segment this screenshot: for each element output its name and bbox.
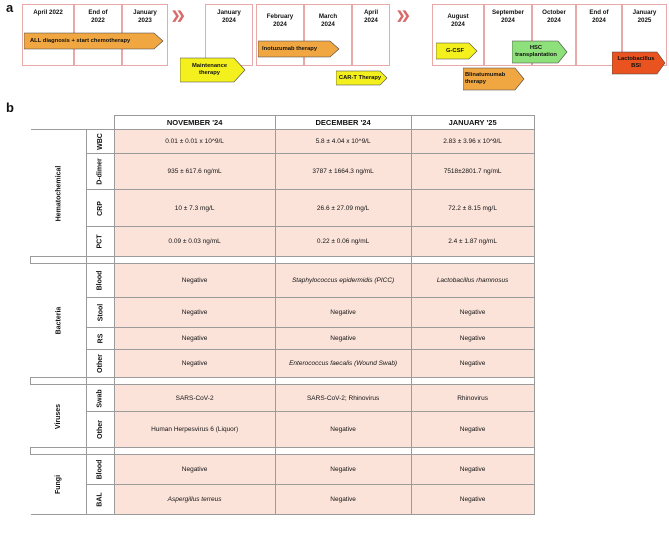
table-cell: 2.4 ± 1.87 ng/mL	[411, 227, 534, 257]
timeline-column: April 2022	[22, 4, 74, 66]
table-cell: Negative	[275, 455, 411, 485]
row-label: Other	[87, 350, 114, 378]
timeline-column: April 2024	[352, 4, 390, 66]
table-row	[31, 130, 535, 154]
gcsf-label: G-CSF	[445, 48, 465, 54]
table-cell: SARS-CoV-2; Rhinovirus	[275, 385, 411, 412]
table-cell: 0.09 ± 0.03 ng/mL	[114, 227, 275, 257]
table-cell: Negative	[114, 455, 275, 485]
table-cell: 935 ± 617.6 ng/mL	[114, 154, 275, 190]
panel-b-label: b	[6, 100, 14, 115]
timeline-column: January 2024	[205, 4, 253, 66]
table-cell: Negative	[411, 455, 534, 485]
table-row	[31, 154, 535, 190]
table-row	[31, 412, 535, 448]
maintenance-label: Maintenance therapy	[191, 63, 228, 76]
table-cell: SARS-CoV-2	[114, 385, 275, 412]
hsc-label: HSC transplantation	[515, 45, 557, 58]
table-cell: Negative	[114, 298, 275, 328]
row-label: Stool	[87, 298, 114, 328]
blinatumumab-label: Blinatumumab therapy	[465, 72, 506, 85]
timeline-column: October 2024	[532, 4, 576, 66]
table-cell: 72.2 ± 8.15 mg/L	[411, 190, 534, 227]
spacer-row	[31, 378, 535, 385]
column-header-december: DECEMBER '24	[275, 116, 411, 130]
row-label: CRP	[87, 190, 114, 227]
table-row	[31, 190, 535, 227]
timeline-column: August 2024	[432, 4, 484, 66]
table-cell: 7518±2801.7 ng/mL	[411, 154, 534, 190]
spacer-row	[31, 448, 535, 455]
table-row	[31, 298, 535, 328]
row-label: WBC	[87, 130, 114, 154]
table-cell: Lactobacillus rhamnosus	[411, 264, 534, 298]
panel-a-label: a	[6, 0, 14, 15]
table-cell: Negative	[275, 412, 411, 448]
table-cell: Negative	[411, 412, 534, 448]
column-header-january: JANUARY '25	[411, 116, 534, 130]
chevron-right-icon: ❯❯	[396, 10, 407, 22]
row-label: Other	[87, 412, 114, 448]
table-cell: 10 ± 7.3 mg/L	[114, 190, 275, 227]
timeline-column: January 2023	[122, 4, 168, 66]
table-cell: Enterococcus faecalis (Wound Swab)	[275, 350, 411, 378]
group-fungi: Fungi	[31, 455, 87, 515]
table-cell: Negative	[114, 350, 275, 378]
table-row	[31, 350, 535, 378]
table-row	[31, 264, 535, 298]
group-viruses: Viruses	[31, 385, 87, 448]
table-row	[31, 328, 535, 350]
table-cell: Negative	[114, 328, 275, 350]
row-label: D-dimer	[87, 154, 114, 190]
table-cell: Rhinovirus	[411, 385, 534, 412]
table-cell: Negative	[275, 298, 411, 328]
timeline-column: End of 2022	[74, 4, 122, 66]
timeline-column: March 2024	[304, 4, 352, 66]
car-t-label: CAR-T Therapy	[338, 75, 382, 81]
table-cell: 0.22 ± 0.06 ng/mL	[275, 227, 411, 257]
table-cell: Negative	[114, 264, 275, 298]
timeline-column: End of 2024	[576, 4, 622, 66]
table-cell: Negative	[411, 350, 534, 378]
timeline-column: February 2024	[256, 4, 304, 66]
table-row	[31, 485, 535, 515]
table-cell: Human Herpesvirus 6 (Liquor)	[114, 412, 275, 448]
row-label: RS	[87, 328, 114, 350]
spacer-row	[31, 257, 535, 264]
row-label: BAL	[87, 485, 114, 515]
table-cell: Negative	[411, 485, 534, 515]
group-bacteria: Bacteria	[31, 264, 87, 378]
timeline-column: September 2024	[484, 4, 532, 66]
table-cell: Negative	[411, 298, 534, 328]
timeline-column: January 2025	[622, 4, 667, 66]
row-label: Swab	[87, 385, 114, 412]
table-cell: Negative	[411, 328, 534, 350]
chevron-right-icon: ❯❯	[171, 10, 182, 22]
column-header-november: NOVEMBER '24	[114, 116, 275, 130]
table-header-row	[31, 116, 535, 130]
table-cell: 26.6 ± 27.09 mg/L	[275, 190, 411, 227]
inotuzumab-label: Inotuzumab therapy	[262, 46, 318, 52]
lactobacillus-label: Lactobacillus BSI	[617, 56, 655, 69]
group-hematochemical: Hematochemical	[31, 130, 87, 257]
table-cell: Negative	[275, 485, 411, 515]
row-label: PCT	[87, 227, 114, 257]
all-diagnosis-label: ALL diagnosis + start chemotherapy	[30, 38, 131, 44]
table-cell: Aspergillus terreus	[114, 485, 275, 515]
table-row	[31, 455, 535, 485]
table-cell: Negative	[275, 328, 411, 350]
table-cell: 3787 ± 1664.3 ng/mL	[275, 154, 411, 190]
table-cell: 5.8 ± 4.04 x 10^9/L	[275, 130, 411, 154]
table-row	[31, 385, 535, 412]
table-cell: 2.83 ± 3.96 x 10^9/L	[411, 130, 534, 154]
table-cell: Staphylococcus epidermidis (PICC)	[275, 264, 411, 298]
table-row	[31, 227, 535, 257]
row-label: Blood	[87, 264, 114, 298]
row-label: Blood	[87, 455, 114, 485]
results-table	[30, 115, 535, 515]
table-cell: 0.01 ± 0.01 x 10^9/L	[114, 130, 275, 154]
